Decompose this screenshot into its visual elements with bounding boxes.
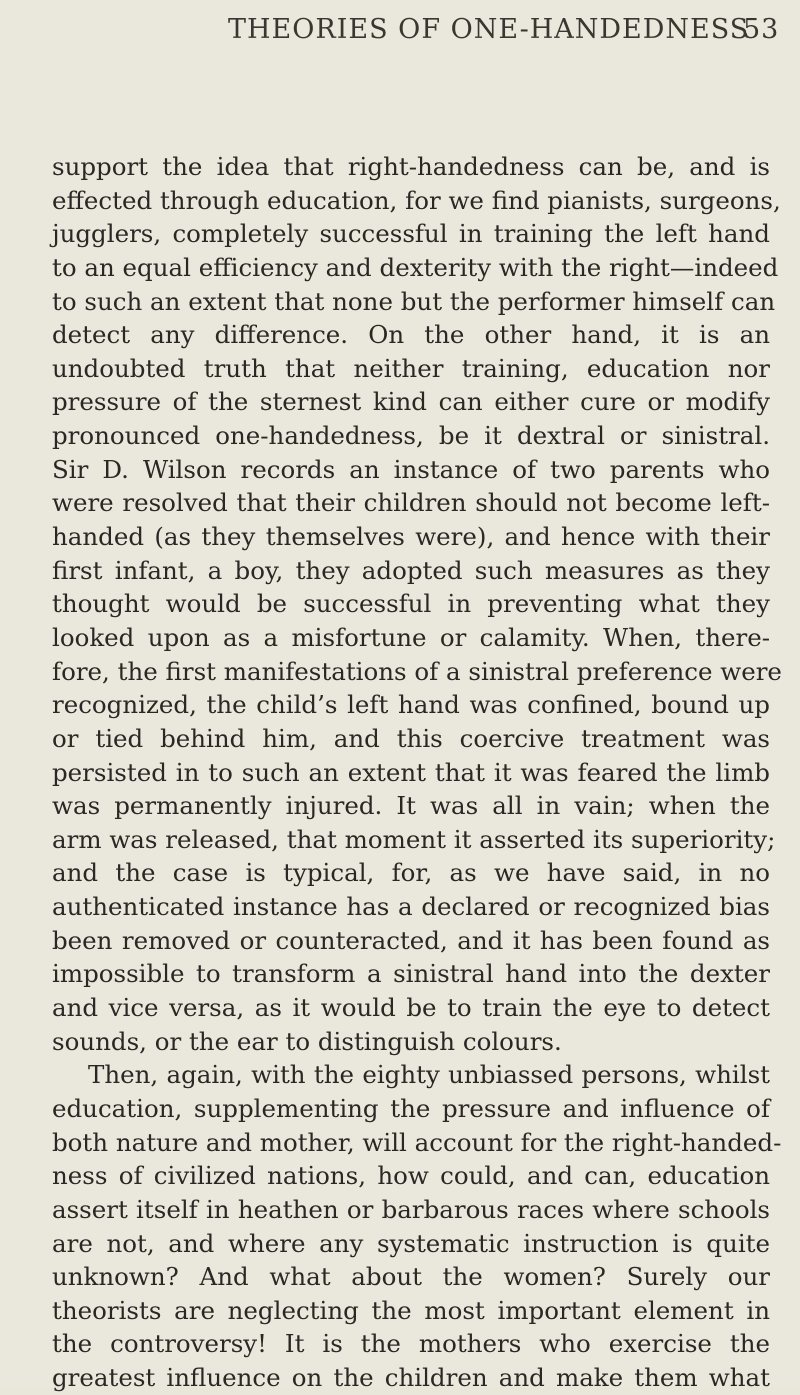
- text-line: undoubted truth that neither training, education nor: [52, 353, 770, 383]
- text-line: effected through education, for we find pianists, surgeons,: [52, 185, 781, 215]
- page-number: 53: [743, 14, 780, 45]
- text-line: fore, the first manifestations of a sinistral preference were: [52, 656, 782, 686]
- text-line: and vice versa, as it would be to train the eye to detect: [52, 993, 770, 1023]
- text-line: to an equal efficiency and dexterity with the right—indeed: [52, 252, 779, 282]
- text-line: Sir D. Wilson records an instance of two parents who: [52, 454, 770, 484]
- text-line: thought would be successful in preventing what they: [52, 589, 770, 619]
- text-line: was permanently injured. It was all in vain; when the: [52, 791, 770, 821]
- running-head-title: THEORIES OF ONE-HANDEDNESS: [228, 14, 750, 45]
- text-line: arm was released, that moment it asserted its superiority;: [52, 824, 776, 854]
- running-head: [228, 14, 780, 54]
- text-line: are not, and where any systematic instruction is quite: [52, 1228, 770, 1258]
- body-text: [52, 150, 782, 1395]
- text-line: been removed or counteracted, and it has been found as: [52, 925, 770, 955]
- text-line: pronounced one-handedness, be it dextral or sinistral.: [52, 421, 770, 451]
- text-line: looked upon as a misfortune or calamity. When, there-: [52, 622, 770, 652]
- text-line: both nature and mother, will account for the right-handed-: [52, 1127, 782, 1157]
- text-line: assert itself in heathen or barbarous races where schools: [52, 1194, 770, 1224]
- text-line: first infant, a boy, they adopted such measures as they: [52, 555, 770, 585]
- text-line: education, supplementing the pressure and influence of: [52, 1093, 770, 1123]
- text-line: or tied behind him, and this coercive treatment was: [52, 723, 770, 753]
- text-line: jugglers, completely successful in training the left hand: [52, 219, 770, 249]
- text-line: impossible to transform a sinistral hand into the dexter: [52, 959, 770, 989]
- text-line: the controversy! It is the mothers who exercise the: [52, 1329, 770, 1359]
- text-line: handed (as they themselves were), and hence with their: [52, 522, 770, 552]
- text-line: authenticated instance has a declared or recognized bias: [52, 892, 770, 922]
- text-line: and the case is typical, for, as we have said, in no: [52, 858, 770, 888]
- text-line: were resolved that their children should not become left-: [52, 488, 770, 518]
- text-line: detect any difference. On the other hand, it is an: [52, 320, 770, 350]
- text-line: greatest influence on the children and make them what: [52, 1363, 770, 1393]
- paragraph-end-line: sounds, or the ear to distinguish colours.: [52, 1026, 562, 1056]
- text-line: theorists are neglecting the most important element in: [52, 1295, 770, 1325]
- text-line: pressure of the sternest kind can either cure or modify: [52, 387, 770, 417]
- text-line: recognized, the child’s left hand was confined, bound up: [52, 690, 770, 720]
- text-line: ness of civilized nations, how could, and can, education: [52, 1161, 770, 1191]
- text-line: to such an extent that none but the performer himself can: [52, 286, 776, 316]
- text-line: support the idea that right-handedness can be, and is: [52, 152, 770, 181]
- text-line: persisted in to such an extent that it was feared the limb: [52, 757, 770, 787]
- text-line: unknown? And what about the women? Surely our: [52, 1262, 770, 1292]
- paragraph-start-line: Then, again, with the eighty unbiassed persons, whilst: [88, 1060, 770, 1090]
